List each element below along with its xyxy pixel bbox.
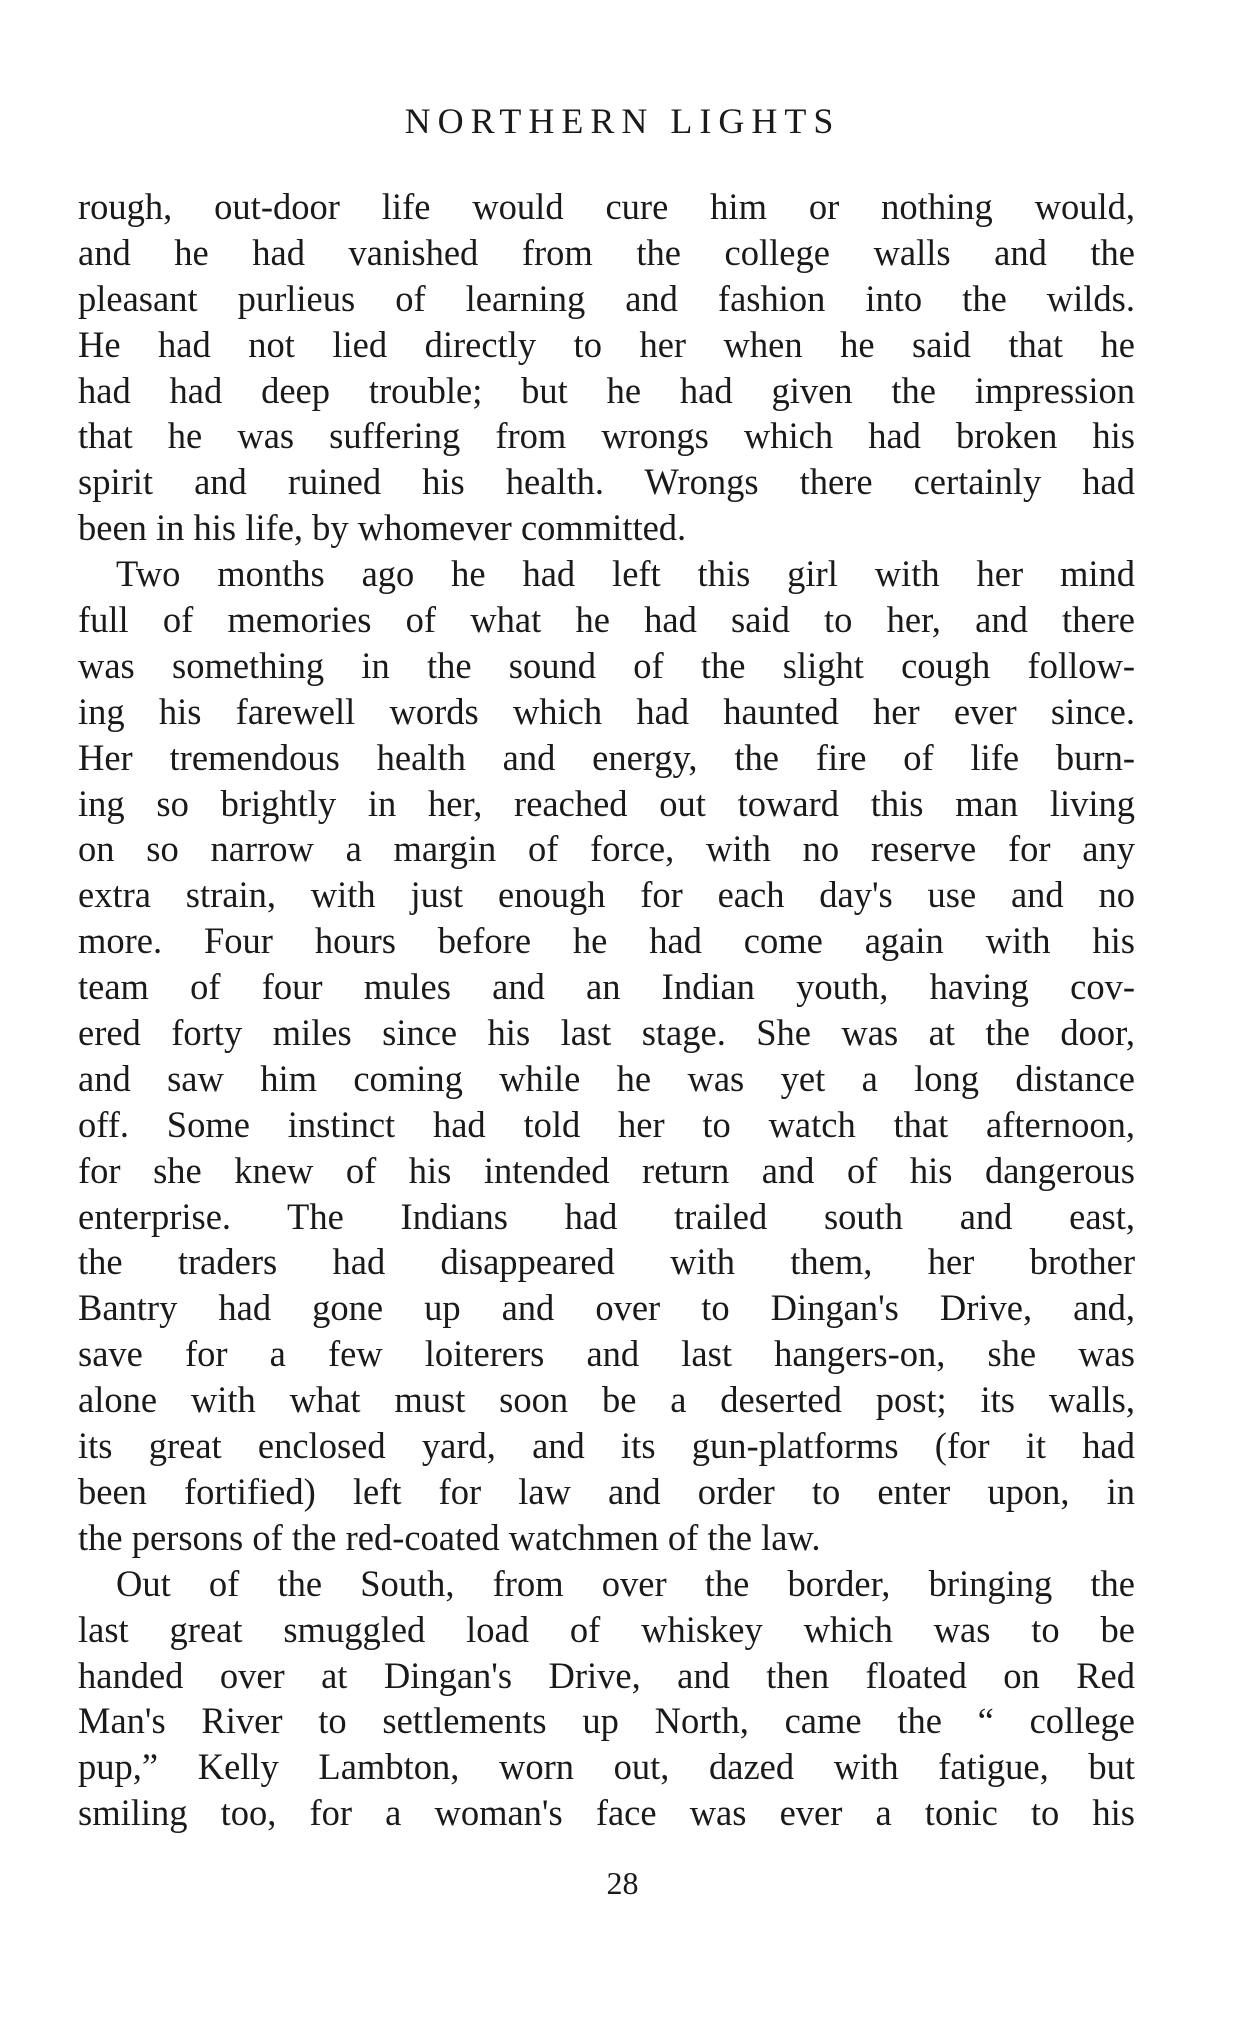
- text-line: off. Some instinct had told her to watch that afternoon,: [78, 1103, 1135, 1145]
- text-line: for she knew of his intended return and of his dangerous: [78, 1149, 1135, 1191]
- text-line: Bantry had gone up and over to Dingan's Drive, and,: [78, 1287, 1135, 1329]
- text-line: and he had vanished from the college walls and the: [78, 231, 1135, 273]
- text-line: that he was suffering from wrongs which had broken his: [78, 415, 1135, 457]
- text-line: spirit and ruined his health. Wrongs there certainly had: [78, 461, 1135, 503]
- text-line: alone with what must soon be a deserted post; its walls,: [78, 1379, 1135, 1421]
- text-line: last great smuggled load of whiskey which was to be: [78, 1608, 1135, 1650]
- text-line: ered forty miles since his last stage. She was at the door,: [78, 1012, 1135, 1054]
- text-line: extra strain, with just enough for each day's use and no: [78, 874, 1135, 916]
- text-line: Her tremendous health and energy, the fire of life burn-: [78, 736, 1135, 778]
- text-line: pleasant purlieus of learning and fashion into the wilds.: [78, 277, 1135, 319]
- text-line: ing his farewell words which had haunted her ever since.: [78, 690, 1135, 732]
- text-line: smiling too, for a woman's face was ever a tonic to his: [78, 1792, 1135, 1834]
- page-number: 28: [606, 1865, 639, 1901]
- text-line: had had deep trouble; but he had given the impression: [78, 369, 1135, 411]
- text-line: more. Four hours before he had come again with his: [78, 920, 1135, 962]
- text-line: rough, out-door life would cure him or nothing would,: [78, 186, 1135, 227]
- text-line: Out of the South, from over the border, bringing the: [116, 1562, 1135, 1604]
- text-line: ing so brightly in her, reached out toward this man living: [78, 782, 1135, 824]
- text-line: He had not lied directly to her when he said that he: [78, 323, 1135, 365]
- text-line: enterprise. The Indians had trailed south and east,: [78, 1195, 1135, 1237]
- text-line: the persons of the red-coated watchmen of the law.: [78, 1516, 821, 1558]
- running-head: NORTHERN LIGHTS: [404, 101, 841, 141]
- text-line: pup,” Kelly Lambton, worn out, dazed with fatigue, but: [78, 1746, 1135, 1788]
- text-line: team of four mules and an Indian youth, having cov-: [78, 966, 1135, 1008]
- body-text: [78, 184, 1135, 1836]
- text-line: was something in the sound of the slight cough follow-: [78, 644, 1135, 686]
- text-line: Two months ago he had left this girl with her mind: [116, 553, 1135, 595]
- text-line: its great enclosed yard, and its gun-platforms (for it had: [78, 1425, 1135, 1467]
- text-line: been in his life, by whomever committed.: [78, 507, 687, 549]
- text-line: handed over at Dingan's Drive, and then floated on Red: [78, 1654, 1135, 1696]
- text-line: on so narrow a margin of force, with no reserve for any: [78, 828, 1135, 870]
- text-line: been fortified) left for law and order to enter upon, in: [78, 1470, 1135, 1512]
- text-line: the traders had disappeared with them, her brother: [78, 1241, 1135, 1283]
- text-line: Man's River to settlements up North, came the “ college: [78, 1700, 1135, 1742]
- text-line: save for a few loiterers and last hangers-on, she was: [78, 1333, 1135, 1375]
- text-line: full of memories of what he had said to her, and there: [78, 599, 1135, 641]
- text-line: and saw him coming while he was yet a long distance: [78, 1057, 1135, 1099]
